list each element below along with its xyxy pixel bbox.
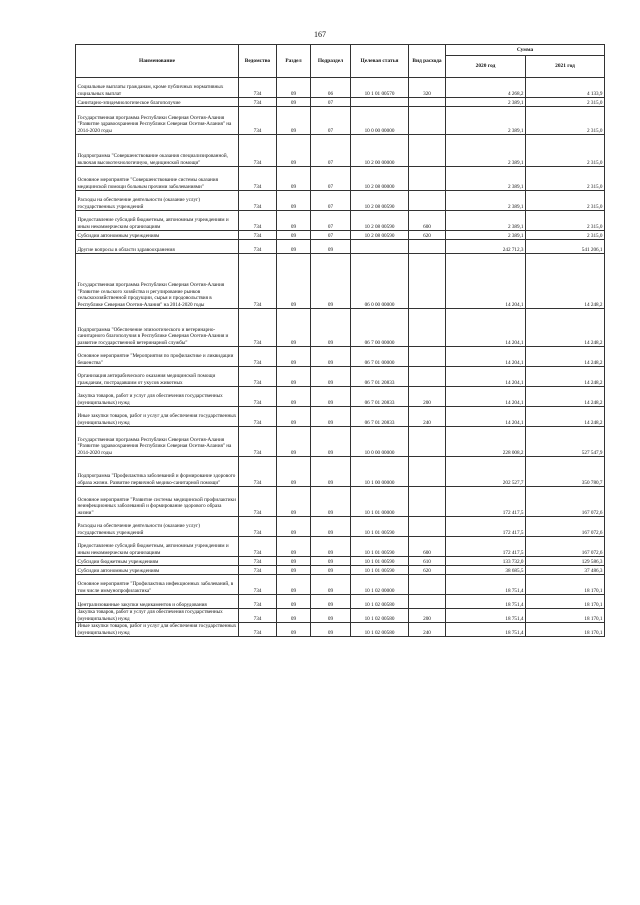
cell-year-1: 4 268,2 xyxy=(446,78,526,98)
cell-year-1: 2 389,1 xyxy=(446,191,526,211)
cell-vid xyxy=(409,487,446,517)
table-row xyxy=(76,211,605,231)
cell-name: Закупка товаров, работ и услуг для обеспечения государственных (муниципальных) нужд xyxy=(76,387,239,407)
cell-ved: 734 xyxy=(239,231,277,240)
cell-podrazdel: 09 xyxy=(311,566,351,575)
cell-year-2: 14 248,2 xyxy=(526,347,605,367)
cell-year-2: 2 315,0 xyxy=(526,191,605,211)
cell-razdel: 09 xyxy=(277,78,311,98)
cell-razdel: 09 xyxy=(277,557,311,566)
cell-year-1: 38 685,5 xyxy=(446,566,526,575)
cell-year-1: 2 389,1 xyxy=(446,167,526,191)
cell-vid xyxy=(409,347,446,367)
table-row xyxy=(76,240,605,254)
cell-year-1: 2 389,1 xyxy=(446,135,526,167)
cell-podrazdel: 09 xyxy=(311,347,351,367)
cell-vid: 620 xyxy=(409,231,446,240)
cell-year-2: 541 206,1 xyxy=(526,240,605,254)
cell-year-2: 2 315,0 xyxy=(526,231,605,240)
table-row xyxy=(76,191,605,211)
cell-celevaya: 10 1 00 00000 xyxy=(351,457,409,487)
cell-podrazdel: 09 xyxy=(311,557,351,566)
cell-celevaya: 10 1 02 00580 xyxy=(351,595,409,609)
cell-year-2: 350 780,7 xyxy=(526,457,605,487)
header-ved: Ведомство xyxy=(239,45,277,78)
cell-podrazdel: 07 xyxy=(311,135,351,167)
cell-name: Государственная программа Республики Северная Осетия-Алания "Развитие сельского хозяйства и регулирование рынков сельскохозяйственной продукции, сырья и продовольствия в Республике Северная Осетия-Алания" на 2014-2020 годы xyxy=(76,254,239,309)
cell-podrazdel: 07 xyxy=(311,211,351,231)
table-row xyxy=(76,309,605,347)
cell-year-2: 167 072,6 xyxy=(526,517,605,537)
cell-ved: 734 xyxy=(239,367,277,387)
cell-name: Социальные выплаты гражданам, кроме публичных нормативных социальных выплат xyxy=(76,78,239,98)
cell-name: Расходы на обеспечение деятельности (оказание услуг) государственных учреждений xyxy=(76,191,239,211)
cell-year-1: 2 389,1 xyxy=(446,211,526,231)
page-number: 167 xyxy=(314,30,326,39)
cell-ved: 734 xyxy=(239,98,277,107)
cell-razdel: 09 xyxy=(277,211,311,231)
cell-razdel: 09 xyxy=(277,240,311,254)
cell-year-1: 18 751,4 xyxy=(446,609,526,623)
cell-vid xyxy=(409,98,446,107)
cell-vid: 320 xyxy=(409,78,446,98)
cell-vid: 240 xyxy=(409,623,446,637)
cell-podrazdel: 09 xyxy=(311,387,351,407)
cell-year-2: 18 170,1 xyxy=(526,609,605,623)
cell-name: Субсидии автономным учреждениям xyxy=(76,566,239,575)
cell-razdel: 09 xyxy=(277,387,311,407)
cell-year-2: 167 072,6 xyxy=(526,487,605,517)
cell-year-1: 18 751,4 xyxy=(446,595,526,609)
cell-podrazdel: 07 xyxy=(311,191,351,211)
cell-name: Государственная программа Республики Северная Осетия-Алания "Развитие здравоохранения Республики Северная Осетия-Алания" на 2014-2020 годы xyxy=(76,107,239,135)
header-razdel: Раздел xyxy=(277,45,311,78)
cell-vid: 600 xyxy=(409,211,446,231)
cell-podrazdel: 09 xyxy=(311,240,351,254)
cell-razdel: 09 xyxy=(277,107,311,135)
cell-vid xyxy=(409,254,446,309)
cell-year-1: 2 389,1 xyxy=(446,98,526,107)
cell-celevaya: 10 0 00 00000 xyxy=(351,427,409,457)
cell-ved: 734 xyxy=(239,135,277,167)
cell-year-2: 14 248,2 xyxy=(526,387,605,407)
table-row xyxy=(76,387,605,407)
cell-vid xyxy=(409,240,446,254)
cell-vid xyxy=(409,135,446,167)
cell-ved: 734 xyxy=(239,517,277,537)
cell-vid: 240 xyxy=(409,407,446,427)
cell-celevaya: 10 2 08 00590 xyxy=(351,211,409,231)
cell-ved: 734 xyxy=(239,167,277,191)
cell-razdel: 09 xyxy=(277,367,311,387)
table-row xyxy=(76,609,605,623)
cell-year-1: 14 204,1 xyxy=(446,367,526,387)
cell-year-2: 37 486,3 xyxy=(526,566,605,575)
cell-name: Подпрограмма "Совершенствование оказания специализированной, включая высокотехнологичную, медицинской помощи" xyxy=(76,135,239,167)
cell-year-2: 527 547,9 xyxy=(526,427,605,457)
cell-razdel: 09 xyxy=(277,191,311,211)
cell-name: Предоставление субсидий бюджетным, автономным учреждениям и иным некоммерческим организациям xyxy=(76,537,239,557)
table-row xyxy=(76,107,605,135)
cell-podrazdel: 07 xyxy=(311,167,351,191)
cell-ved: 734 xyxy=(239,387,277,407)
cell-celevaya: 10 0 00 00000 xyxy=(351,107,409,135)
cell-ved: 734 xyxy=(239,537,277,557)
cell-celevaya: 10 2 08 00590 xyxy=(351,191,409,211)
cell-year-1: 2 389,1 xyxy=(446,107,526,135)
cell-ved: 734 xyxy=(239,407,277,427)
cell-podrazdel: 09 xyxy=(311,367,351,387)
table-row xyxy=(76,557,605,566)
cell-vid: 620 xyxy=(409,566,446,575)
table-row xyxy=(76,135,605,167)
cell-name: Иные закупки товаров, работ и услуг для обеспечения государственных (муниципальных) нужд xyxy=(76,407,239,427)
cell-razdel: 09 xyxy=(277,487,311,517)
table-body xyxy=(76,78,605,637)
cell-year-2: 14 248,2 xyxy=(526,407,605,427)
table-row xyxy=(76,595,605,609)
cell-razdel: 09 xyxy=(277,517,311,537)
cell-celevaya: 10 1 01 00590 xyxy=(351,566,409,575)
cell-razdel: 09 xyxy=(277,427,311,457)
cell-ved: 734 xyxy=(239,211,277,231)
cell-celevaya: 10 1 01 00590 xyxy=(351,537,409,557)
cell-year-2: 14 248,2 xyxy=(526,309,605,347)
cell-razdel: 09 xyxy=(277,566,311,575)
table-row xyxy=(76,78,605,98)
cell-year-1: 18 751,4 xyxy=(446,623,526,637)
cell-vid xyxy=(409,167,446,191)
cell-vid xyxy=(409,309,446,347)
cell-razdel: 09 xyxy=(277,135,311,167)
table-row xyxy=(76,487,605,517)
table-row xyxy=(76,517,605,537)
cell-vid xyxy=(409,595,446,609)
table-row xyxy=(76,537,605,557)
cell-podrazdel: 06 xyxy=(311,78,351,98)
table-row xyxy=(76,254,605,309)
cell-name: Основное мероприятие "Развитие системы медицинской профилактики неинфекционных заболеваний и формирование здорового образа жизни" xyxy=(76,487,239,517)
cell-name: Санитарно-эпидемиологическое благополучие xyxy=(76,98,239,107)
cell-razdel: 09 xyxy=(277,347,311,367)
cell-year-2: 2 315,0 xyxy=(526,135,605,167)
cell-podrazdel: 07 xyxy=(311,98,351,107)
cell-celevaya: 10 1 02 00580 xyxy=(351,623,409,637)
cell-razdel: 09 xyxy=(277,609,311,623)
cell-podrazdel: 09 xyxy=(311,427,351,457)
cell-year-2: 14 248,2 xyxy=(526,254,605,309)
cell-vid: 200 xyxy=(409,387,446,407)
table-row xyxy=(76,427,605,457)
cell-podrazdel: 09 xyxy=(311,457,351,487)
table-row xyxy=(76,98,605,107)
cell-podrazdel: 07 xyxy=(311,107,351,135)
cell-ved: 734 xyxy=(239,427,277,457)
cell-razdel: 09 xyxy=(277,231,311,240)
cell-year-1: 14 204,1 xyxy=(446,309,526,347)
cell-year-1: 2 389,1 xyxy=(446,231,526,240)
cell-razdel: 09 xyxy=(277,407,311,427)
cell-year-1: 18 751,4 xyxy=(446,575,526,595)
cell-podrazdel: 09 xyxy=(311,623,351,637)
cell-podrazdel: 09 xyxy=(311,407,351,427)
cell-year-1: 14 204,1 xyxy=(446,387,526,407)
header-podrazdel: Подраздел xyxy=(311,45,351,78)
cell-celevaya xyxy=(351,240,409,254)
cell-razdel: 09 xyxy=(277,537,311,557)
cell-razdel: 09 xyxy=(277,309,311,347)
cell-year-1: 172 417,5 xyxy=(446,487,526,517)
cell-celevaya: 10 1 01 00570 xyxy=(351,78,409,98)
cell-name: Субсидии автономным учреждениям xyxy=(76,231,239,240)
cell-ved: 734 xyxy=(239,107,277,135)
cell-podrazdel: 09 xyxy=(311,309,351,347)
cell-ved: 734 xyxy=(239,78,277,98)
cell-ved: 734 xyxy=(239,487,277,517)
cell-year-2: 18 170,1 xyxy=(526,595,605,609)
cell-name: Подпрограмма "Обеспечение эпизоотического и ветеринарно-санитарного благополучия в Республике Северная Осетия-Алания и развитие государственной ветеринарной службы" xyxy=(76,309,239,347)
cell-ved: 734 xyxy=(239,347,277,367)
cell-podrazdel: 09 xyxy=(311,487,351,517)
cell-razdel: 09 xyxy=(277,623,311,637)
cell-podrazdel: 09 xyxy=(311,537,351,557)
table-row xyxy=(76,623,605,637)
cell-name: Основное мероприятие "Профилактика инфекционных заболеваний, в том числе иммунопрофилактика" xyxy=(76,575,239,595)
cell-name: Расходы на обеспечение деятельности (оказание услуг) государственных учреждений xyxy=(76,517,239,537)
cell-ved: 734 xyxy=(239,191,277,211)
cell-year-2: 4 133,9 xyxy=(526,78,605,98)
header-year-1: 2020 год xyxy=(446,56,526,78)
table-row xyxy=(76,457,605,487)
cell-vid: 610 xyxy=(409,557,446,566)
header-vid: Вид расхода xyxy=(409,45,446,78)
cell-podrazdel: 09 xyxy=(311,575,351,595)
header-celevaya: Целевая статья xyxy=(351,45,409,78)
cell-name: Другие вопросы в области здравоохранения xyxy=(76,240,239,254)
cell-celevaya: 10 2 08 00590 xyxy=(351,231,409,240)
cell-razdel: 09 xyxy=(277,98,311,107)
cell-year-1: 172 417,5 xyxy=(446,517,526,537)
cell-ved: 734 xyxy=(239,254,277,309)
cell-ved: 734 xyxy=(239,566,277,575)
cell-name: Государственная программа Республики Северная Осетия-Алания "Развитие здравоохранения Республики Северная Осетия-Алания" на 2014-2020 годы xyxy=(76,427,239,457)
cell-year-1: 133 732,0 xyxy=(446,557,526,566)
cell-vid xyxy=(409,107,446,135)
cell-razdel: 09 xyxy=(277,167,311,191)
table-row xyxy=(76,575,605,595)
cell-year-2: 2 315,0 xyxy=(526,107,605,135)
table-row xyxy=(76,231,605,240)
budget-table xyxy=(75,44,605,637)
cell-name: Предоставление субсидий бюджетным, автономным учреждениям и иным некоммерческим организациям xyxy=(76,211,239,231)
cell-name: Централизованные закупки медикаментов и оборудования xyxy=(76,595,239,609)
cell-name: Иные закупки товаров, работ и услуг для обеспечения государственных (муниципальных) нужд xyxy=(76,623,239,637)
cell-celevaya: 06 7 01 20833 xyxy=(351,407,409,427)
cell-podrazdel: 09 xyxy=(311,517,351,537)
cell-year-2: 129 586,3 xyxy=(526,557,605,566)
cell-podrazdel: 09 xyxy=(311,595,351,609)
cell-year-1: 242 712,3 xyxy=(446,240,526,254)
cell-vid xyxy=(409,191,446,211)
cell-name: Основное мероприятие "Совершенствование системы оказания медицинской помощи больным прочими заболеваниями" xyxy=(76,167,239,191)
cell-celevaya: 10 2 08 00000 xyxy=(351,167,409,191)
header-summa: Сумма xyxy=(446,45,605,56)
cell-name: Организация антирабического оказания медицинской помощи гражданам, пострадавшим от укусов животных xyxy=(76,367,239,387)
cell-celevaya: 06 7 01 20833 xyxy=(351,387,409,407)
cell-name: Подпрограмма "Профилактика заболеваний и формирование здорового образа жизни. Развитие первичной медико-санитарной помощи" xyxy=(76,457,239,487)
cell-vid xyxy=(409,427,446,457)
cell-vid xyxy=(409,517,446,537)
table-row xyxy=(76,566,605,575)
cell-ved: 734 xyxy=(239,309,277,347)
cell-year-2: 14 248,2 xyxy=(526,367,605,387)
cell-razdel: 09 xyxy=(277,254,311,309)
cell-year-2: 167 072,6 xyxy=(526,537,605,557)
cell-vid xyxy=(409,457,446,487)
cell-year-2: 2 315,0 xyxy=(526,211,605,231)
table-row xyxy=(76,167,605,191)
cell-podrazdel: 07 xyxy=(311,231,351,240)
cell-celevaya: 10 1 01 00590 xyxy=(351,557,409,566)
cell-year-1: 202 527,7 xyxy=(446,457,526,487)
cell-ved: 734 xyxy=(239,575,277,595)
cell-celevaya xyxy=(351,98,409,107)
cell-year-1: 14 204,1 xyxy=(446,407,526,427)
cell-ved: 734 xyxy=(239,609,277,623)
table-header xyxy=(76,45,605,78)
cell-podrazdel: 09 xyxy=(311,254,351,309)
cell-year-2: 2 315,0 xyxy=(526,167,605,191)
cell-year-2: 18 170,1 xyxy=(526,575,605,595)
cell-year-1: 14 204,1 xyxy=(446,347,526,367)
cell-year-1: 172 417,5 xyxy=(446,537,526,557)
table-row xyxy=(76,407,605,427)
cell-name: Основное мероприятие "Мероприятия по профилактике и ликвидации бешенства" xyxy=(76,347,239,367)
cell-ved: 734 xyxy=(239,240,277,254)
cell-razdel: 09 xyxy=(277,595,311,609)
cell-celevaya: 06 7 01 00000 xyxy=(351,347,409,367)
header-name: Наименование xyxy=(76,45,239,78)
cell-celevaya: 10 2 00 00000 xyxy=(351,135,409,167)
cell-vid xyxy=(409,367,446,387)
cell-year-1: 228 008,2 xyxy=(446,427,526,457)
header-year-2: 2021 год xyxy=(526,56,605,78)
cell-celevaya: 06 7 01 20833 xyxy=(351,367,409,387)
cell-podrazdel: 09 xyxy=(311,609,351,623)
cell-year-2: 18 170,1 xyxy=(526,623,605,637)
cell-vid: 600 xyxy=(409,537,446,557)
cell-razdel: 09 xyxy=(277,457,311,487)
table-row xyxy=(76,347,605,367)
table-row xyxy=(76,367,605,387)
cell-year-2: 2 315,0 xyxy=(526,98,605,107)
cell-ved: 734 xyxy=(239,595,277,609)
cell-year-1: 14 204,1 xyxy=(446,254,526,309)
cell-vid xyxy=(409,575,446,595)
cell-vid: 200 xyxy=(409,609,446,623)
cell-name: Субсидии бюджетным учреждениям xyxy=(76,557,239,566)
cell-celevaya: 10 1 02 00000 xyxy=(351,575,409,595)
cell-celevaya: 10 1 01 00000 xyxy=(351,487,409,517)
cell-celevaya: 10 1 02 00580 xyxy=(351,609,409,623)
cell-ved: 734 xyxy=(239,623,277,637)
cell-ved: 734 xyxy=(239,557,277,566)
cell-celevaya: 10 1 01 00590 xyxy=(351,517,409,537)
cell-razdel: 09 xyxy=(277,575,311,595)
cell-celevaya: 06 0 00 00000 xyxy=(351,254,409,309)
cell-celevaya: 06 7 00 00000 xyxy=(351,309,409,347)
cell-name: Закупка товаров, работ и услуг для обеспечения государственных (муниципальных) нужд xyxy=(76,609,239,623)
cell-ved: 734 xyxy=(239,457,277,487)
